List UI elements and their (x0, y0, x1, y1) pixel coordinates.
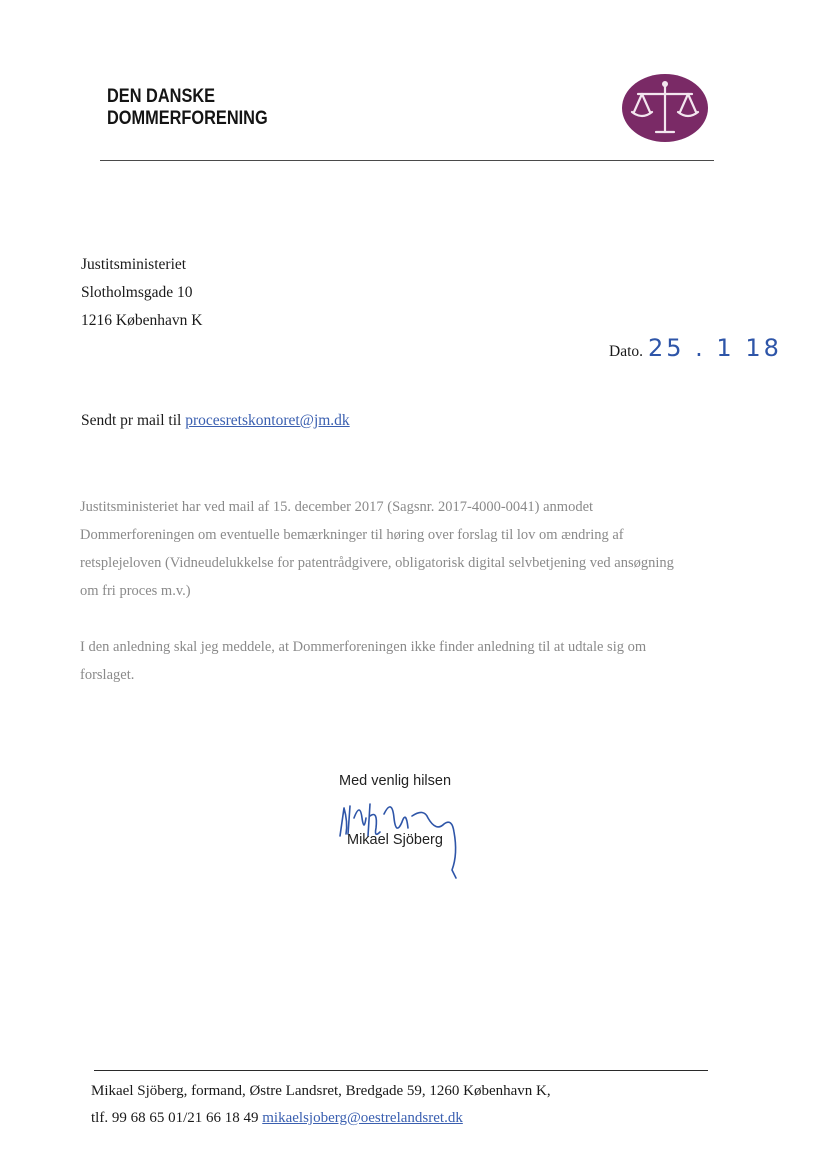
letterhead-divider (100, 160, 714, 161)
paragraph-1-line: Justitsministeriet har ved mail af 15. december 2017 (Sagsnr. 2017-4000-0041) anmodet (80, 499, 594, 515)
footer-divider (94, 1070, 708, 1071)
signatory-name: Mikael Sjöberg (347, 832, 443, 848)
sent-by-mail-prefix: Sendt pr mail til (81, 412, 182, 429)
body-paragraph-1 (80, 493, 750, 605)
organization-name-line2: DOMMERFORENING (107, 108, 268, 129)
footer-contact-line (91, 1110, 463, 1127)
sent-by-mail-line (81, 412, 350, 430)
organization-name-line1: DEN DANSKE (107, 86, 216, 107)
paragraph-1-line: Dommerforeningen om eventuelle bemærkninger til høring over forslag til lov om ændring af (80, 527, 624, 543)
recipient-name: Justitsministeriet (81, 256, 187, 273)
paragraph-1-line: om fri proces m.v.) (80, 583, 191, 599)
ministry-email-link[interactable]: procesretskontoret@jm.dk (185, 412, 350, 429)
scales-of-justice-icon (620, 72, 710, 144)
closing-greeting: Med venlig hilsen (339, 773, 452, 789)
footer-address: Mikael Sjöberg, formand, Østre Landsret, Bredgade 59, 1260 København K, (91, 1083, 551, 1099)
body-paragraph-2 (80, 633, 750, 689)
footer-email-link[interactable]: mikaelsjoberg@oestrelandsret.dk (262, 1110, 463, 1126)
handwritten-date: 25 . 1 18 (648, 334, 782, 362)
recipient-city: 1216 København K (81, 312, 203, 329)
date-label: Dato. (609, 343, 644, 360)
recipient-street: Slotholmsgade 10 (81, 284, 193, 301)
paragraph-2-line: I den anledning skal jeg meddele, at Dommerforeningen ikke finder anledning til at udtale sig om (80, 639, 647, 655)
paragraph-2-line: forslaget. (80, 667, 135, 683)
footer-phone: tlf. 99 68 65 01/21 66 18 49 (91, 1110, 259, 1126)
paragraph-1-line: retsplejeloven (Vidneudelukkelse for patentrådgivere, obligatorisk digital selvbetjening ved ansøgning (80, 555, 674, 571)
